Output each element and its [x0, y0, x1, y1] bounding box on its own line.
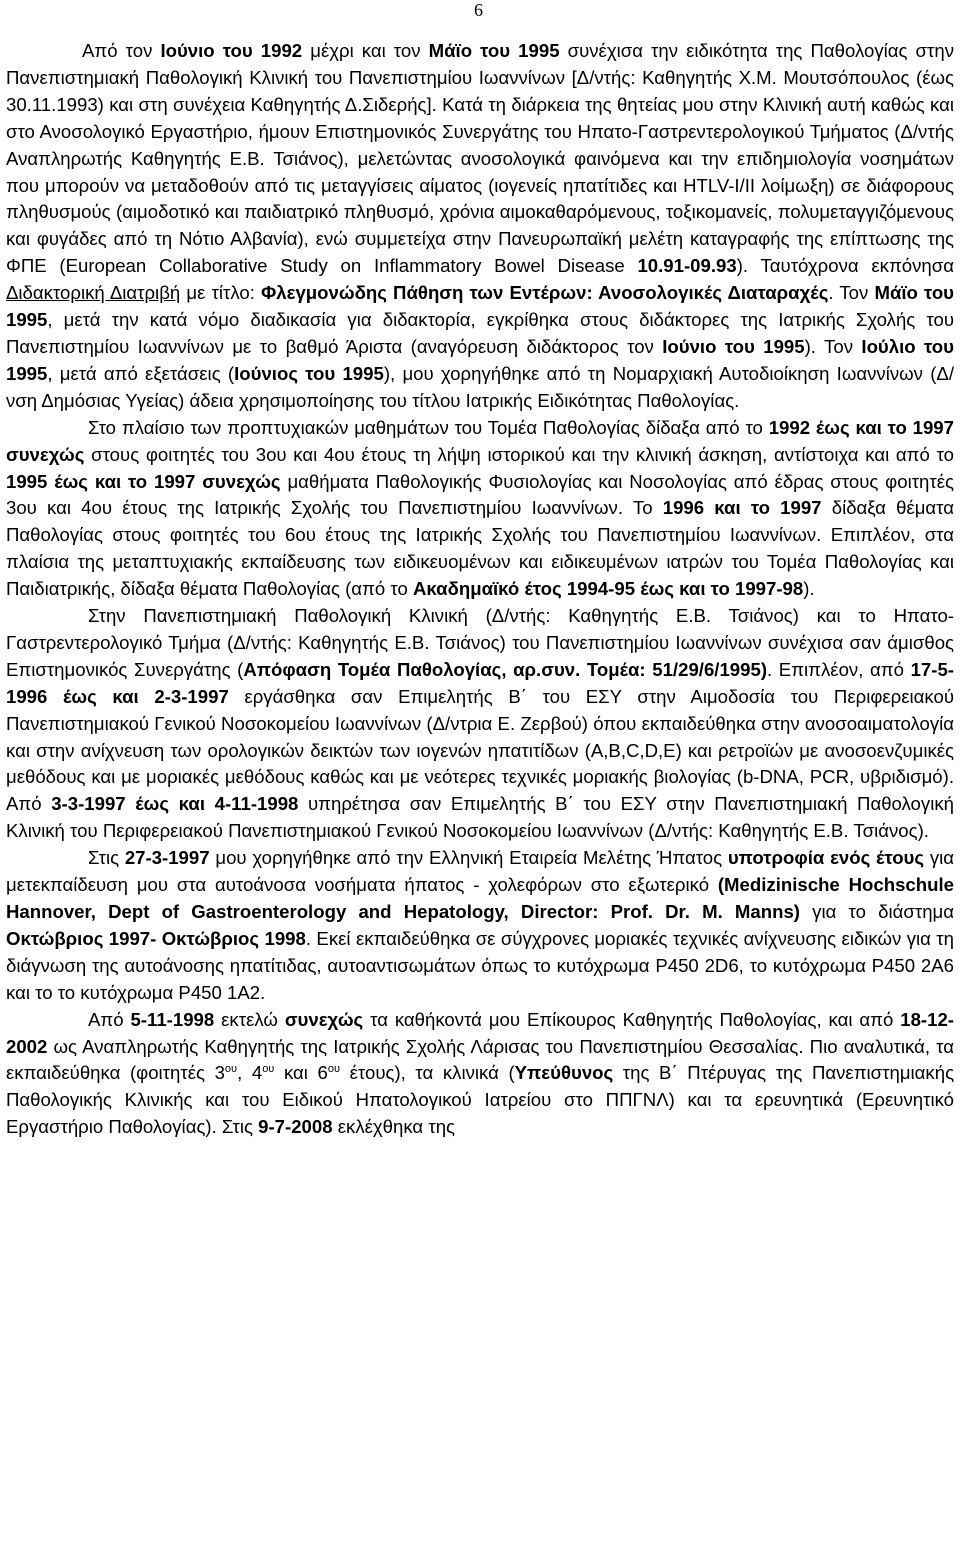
- role: Υπεύθυνος: [514, 1062, 614, 1084]
- text: εργάσθηκα σαν Επιμελητής Β΄ του ΕΣΥ στην Αιμοδοσία του Περιφερειακού Πανεπιστημιακού Γενικού Νοσοκομείου Ιωαννίνων (Δ/ντρια Ε. Ζερβού) όπου εκπαιδεύθηκα στην ανοσοαιματολογία και στην ανίχνευση των ορολογικών δεικτών των ιογενών ηπατιτίδων (A,B,C,D,E) και ρετροϊών με ανοσοενζυμικές μεθόδους και με μοριακές μεθόδους καθώς και με νεότερες τεχνικές μοριακής βιολογίας (b-DNA, PCR, υβριδισμό). Από: [6, 685, 954, 815]
- period: 3-3-1997 έως και 4-11-1998: [51, 793, 299, 815]
- study-period: 10.91-09.93: [637, 255, 737, 277]
- text: μου χορηγήθηκε από την Ελληνική Εταιρεία Μελέτης Ήπατος: [209, 847, 728, 869]
- text: Στην Πανεπιστημιακή Παθολογική Κλινική (Δ/ντής: Καθηγητής Ε.Β. Τσιάνος) και το Ηπατο-Γαστρεντερολογικό Τμήμα (Δ/ντής: Καθηγητής Ε.Β. Τσιάνος) του Πανεπιστημίου Ιωαννίνων συνέχισα σαν άμισθος Επιστημονικός Συνεργάτης (: [6, 605, 954, 680]
- ordinal-suffix: ου: [224, 1063, 238, 1076]
- text: . Εκεί εκπαιδεύθηκα σε σύγχρονες μοριακές τεχνικές ανίχνευσης ειδικών για τη διάγνωση της αυτοάνοσης ηπατίτιδας, αυτοαντισωμάτων όπως το κυτόχρωμα P450 2D6, το κυτόχρωμα P450 2A6 και το το κυτόχρωμα P450 1A2.: [6, 927, 954, 1003]
- period: 1995 έως και το 1997 συνεχώς: [6, 470, 281, 492]
- text: εκτελώ: [214, 1008, 285, 1030]
- text: για το διάστημα: [800, 901, 954, 922]
- date: 18-12-2002: [6, 1008, 954, 1057]
- date: Ιούνιο του 1995: [662, 335, 805, 357]
- text: μαθήματα Παθολογικής Φυσιολογίας και Νοσολογίας από έδρας στους φοιτητές 3ου και 4ου έτους της Ιατρικής Σχολής του Πανεπιστημίου Ιωαννίνων. Το: [6, 470, 954, 519]
- ordinal-suffix: ου: [262, 1063, 275, 1076]
- text: εκλέχθηκα της: [332, 1116, 455, 1138]
- text: μέχρι και τον: [302, 40, 429, 61]
- date: 27-3-1997: [124, 847, 210, 869]
- ordinal-suffix: ου: [327, 1063, 340, 1076]
- date-end: Μάϊο του 1995: [428, 40, 560, 61]
- period: 17-5-1996 έως και 2-3-1997: [6, 658, 954, 707]
- date: Ιούλιο του 1995: [6, 335, 954, 384]
- period: Οκτώβριος 1997- Οκτώβριος 1998: [6, 927, 306, 949]
- date: 5-11-1998: [130, 1008, 215, 1030]
- text: . Επιπλέον, από: [767, 658, 911, 680]
- text: και 6: [274, 1062, 328, 1084]
- fellowship: υποτροφία ενός έτους: [727, 847, 925, 869]
- text: Στις: [88, 847, 125, 869]
- text: με τίτλο:: [180, 282, 262, 304]
- text: Από τον: [82, 40, 161, 61]
- text: ). Τον: [804, 335, 862, 357]
- text: ).: [803, 578, 815, 600]
- text: τα καθήκοντά μου Επίκουρος Καθηγητής Παθολογίας, και από: [363, 1008, 901, 1030]
- text: , 4: [237, 1062, 263, 1084]
- text: ), μου χορηγήθηκε από τη Νομαρχιακή Αυτοδιοίκηση Ιωαννίνων (Δ/νση Δημόσιας Υγείας) άδεια χρησιμοποίησης του τίτλου Ιατρικής Ειδικότητας Παθολογίας.: [6, 362, 954, 411]
- thesis-title: Φλεγμονώδης Πάθηση των Εντέρων: Ανοσολογικές Διαταραχές: [261, 282, 829, 304]
- text: για μετεκπαίδευση μου στα αυτοάνοσα νοσήματα ήπατος - χολεφόρων στο εξωτερικό: [6, 847, 954, 896]
- text: υπηρέτησα σαν Επιμελητής Β΄ του ΕΣΥ στην Πανεπιστημιακή Παθολογική Κλινική του Περιφερειακού Πανεπιστημιακού Γενικού Νοσοκομείου Ιωαννίνων (Δ/ντής: Καθηγητής Ε.Β. Τσιάνος).: [6, 793, 954, 842]
- text: δίδαξα θέματα Παθολογίας στους φοιτητές του 6ου έτους της Ιατρικής Σχολής του Πανεπιστημίου Ιωαννίνων. Επιπλέον, στα πλαίσια της μεταπτυχιακής εκπαίδευσης των ειδικευομένων και ειδικευμένων ιατρών του Τομέα Παθολογίας και Παιδιατρικής, δίδαξα θέματα Παθολογίας (από το: [6, 497, 954, 600]
- text: ως Αναπληρωτής Καθηγητής της Ιατρικής Σχολής Λάρισας του Πανεπιστημίου Θεσσαλίας. Πιο αναλυτικά, τα εκπαιδεύθηκα (φοιτητές 3: [6, 1035, 954, 1084]
- period: 1992 έως και το 1997 συνεχώς: [6, 416, 954, 465]
- text: Στο πλαίσιο των προπτυχιακών μαθημάτων του Τομέα Παθολογίας δίδαξα από το: [88, 416, 769, 438]
- document-body: [6, 38, 954, 1141]
- text: , μετά από εξετάσεις (: [47, 362, 235, 384]
- text: στους φοιτητές του 3ου και 4ου έτους τη λήψη ιστορικού και την κλινική άσκηση, αντίστοιχα και από το: [84, 443, 954, 465]
- paragraph-fellowship: [6, 845, 954, 1006]
- paragraph-residency: [6, 38, 954, 415]
- text: . Τον: [828, 282, 875, 304]
- thesis-label: Διδακτορική Διατριβή: [6, 282, 181, 304]
- date-start: Ιούνιο του 1992: [160, 40, 303, 61]
- date: 9-7-2008: [258, 1116, 333, 1138]
- text: της Β΄ Πτέρυγας της Πανεπιστημιακής Παθολογικής Κλινικής και του Ειδικού Ηπατολογικού Ιατρείου στο ΠΠΓΝΛ) και τα ερευνητικά (Ερευνητικό Εργαστήριο Παθολογίας). Στις: [6, 1062, 955, 1138]
- text: ). Ταυτόχρονα εκπόνησα: [736, 255, 954, 277]
- period: 1996 και το 1997: [662, 497, 822, 519]
- text: συνέχισα την ειδικότητα της Παθολογίας στην Πανεπιστημιακή Παθολογική Κλινική του Πανεπιστημίου Ιωαννίνων [Δ/ντής: Καθηγητής Χ.Μ. Μουτσόπουλος (έως 30.11.1993) και στη συνέχεια Καθηγητής Δ.Σιδερής]. Κατά τη διάρκεια της θητείας μου στην Κλινική αυτή καθώς και στο Ανοσολογικό Εργαστήριο, ήμουν Επιστημονικός Συνεργάτης του Ηπατο-Γαστρεντερολογικού Τμήματος (Δ/ντής Αναπληρωτής Καθηγητής Ε.Β. Τσιάνος), μελετώντας ανοσολογικά φαινόμενα και την επιδημιολογία νοσημάτων που μπορούν να μεταδοθούν από τις μεταγγίσεις αίματος (ιογενείς ηπατίτιδες και HTLV-I/II λοίμωξη) σε διάφορους πληθυσμούς (αιμοδοτικό και παιδιατρικό πληθυσμό, χρόνια αιμοκαθαρόμενους, τοξικομανείς, πολυμεταγγιζόμενους και φυγάδες από τη Νότιο Αλβανία), ενώ συμμετείχα στην Πανευρωπαϊκή μελέτη καταγραφής της επίπτωσης της ΦΠΕ (European Collaborative Study on Inflammatory Bowel Disease: [6, 40, 954, 277]
- text: έτους), τα κλινικά (: [340, 1062, 515, 1084]
- text: Από: [88, 1008, 131, 1030]
- academic-years: Ακαδημαϊκό έτος 1994-95 έως και το 1997-98: [412, 578, 804, 600]
- paragraph-positions: [6, 603, 954, 845]
- institution: (Medizinische Hochschule Hannover, Dept of Gastroenterology and Hepatology, Director: Prof. Dr. M. Manns): [6, 874, 954, 922]
- text: , μετά την κατά νόμο διαδικασία για διδακτορία, εγκρίθηκα στους διδάκτορες της Ιατρικής Σχολής του Πανεπιστημίου Ιωαννίνων με το βαθμό Άριστα (αναγόρευση διδάκτορος τον: [6, 309, 954, 357]
- date: Μάϊο του 1995: [6, 282, 955, 331]
- page-number: 6: [474, 0, 483, 20]
- paragraph-teaching: [6, 415, 954, 603]
- date: Ιούνιος του 1995: [234, 362, 384, 384]
- emphasis: συνεχώς: [284, 1008, 364, 1030]
- decision-ref: Απόφαση Τομέα Παθολογίας, αρ.συν. Τομέα: 51/29/6/1995): [243, 658, 768, 680]
- paragraph-faculty: [6, 1007, 954, 1142]
